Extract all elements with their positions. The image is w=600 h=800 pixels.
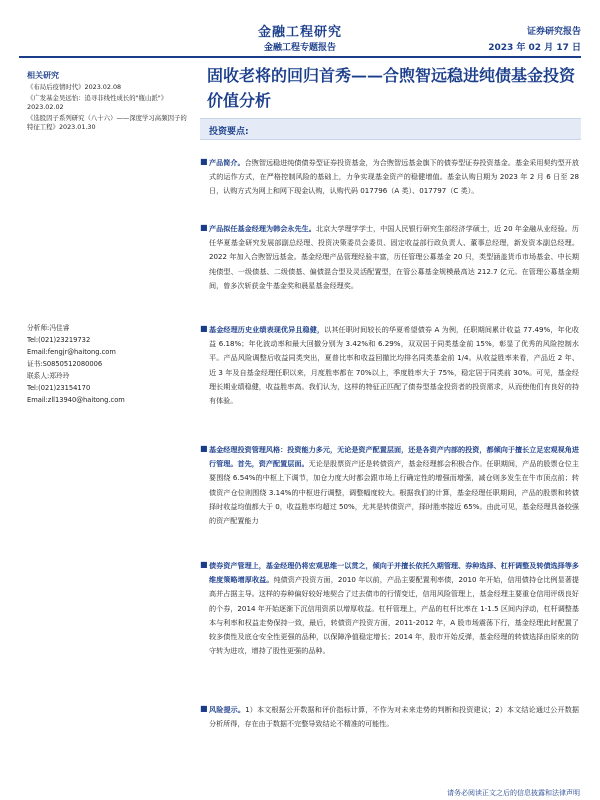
bullet-icon: ■ (200, 324, 208, 333)
sub-brand: 金融工程专题报告 (263, 43, 336, 53)
bullet-icon: ■ (200, 223, 208, 232)
bullet-bond-management (200, 559, 579, 658)
key-points-title: 投资要点: (209, 127, 249, 137)
report-title: 固收老将的回归首秀——合煦智远稳进纯债基金投资价值分析 (207, 66, 576, 110)
analyst-name: 分析师:冯佳睿 (27, 324, 70, 332)
bullet-lead: 债券资产管理上，基金经理仍将宏观思维一以贯之，倾向于并擅长依托久期管理、券种选择、杠杆调整及转债选择等多维度策略增厚收益。 (209, 561, 579, 585)
related-research-list (27, 83, 193, 134)
bullet-icon: ■ (200, 444, 208, 453)
report-date: 2023 年 02 月 17 日 (488, 43, 581, 53)
key-points-bar (200, 118, 581, 140)
bullet-lead: 基金经理投资管理风格：投资能力多元，无论是资产配置层面，还是各资产内部的投资，都倾向于擅长立足宏观视角进行管理。首先，资产配置层面。 (209, 445, 579, 469)
bullet-icon: ■ (200, 157, 208, 166)
brand-title: 金融工程研究 (257, 25, 342, 40)
footer-disclaimer: 请务必阅读正文之后的信息披露和法律声明 (447, 789, 580, 797)
bullet-icon: ■ (200, 560, 208, 569)
bullet-text: 1）本文根据公开数据和评价指标计算，不作为对未来走势的判断和投资建议；2）本文结论通过公开数据分析所得，存在由于数据不完整导致结论不精准的可能性。 (209, 705, 580, 729)
report-type: 证券研究报告 (526, 27, 581, 37)
contact-email[interactable]: Email:zll13940@haitong.com (27, 396, 125, 404)
bullet-icon: ■ (200, 704, 208, 713)
analyst-tel: Tel:(021)23219732 (27, 336, 91, 344)
analyst-contact (27, 322, 193, 406)
contact-name: 联系人:郑玲玲 (27, 372, 70, 380)
bullet-text: 无论是股票资产还是转债资产，基金经理都会积极合作。任职期间，产品的股票仓位主要围绕 6.54%的中枢上下调节，加仓力度大时都会跟市场上行确定性的增强而增强，减仓则多发生在牛市顶点前；转债资产仓位则围绕 3.14%的中枢进行调整，调整幅度较大。根据我们的计算，基金经理任职期间，产品的股票和转债择时收益均值都大于 0，收益胜率均超过 50%，尤其是转债资产，择时胜率接近 65%。由此可见，基金经理具备较强的资产配置能力 (209, 459, 580, 526)
related-item[interactable]: 《布局后疫情时代》2023.02.08 (27, 83, 122, 91)
bullet-fund-manager (200, 222, 579, 293)
bullet-product-intro (200, 156, 580, 199)
related-item[interactable]: 《选股因子系列研究（八十六）——深度学习高频因子的特征工程》2023.01.30 (27, 113, 187, 132)
bullet-text: 以其任职时间较长的华夏希望债券 A 为例，任职期间累计收益 77.49%，年化收益 6.18%；年化波动率和最大回撤分别为 3.42%和 6.29%，双双居于同类基金前 15%，彰显了优秀的风险控制水平。产品风险调整后收益同类突出，夏普比率和收益回撤比均排名同类基金前 1/4。从收益胜率来看，产品近 2 年、近 3 年及自基金经理任职以来，月度胜率都在 70%以上，季度胜率大于 75%，稳定居于同类前 30%。可见，基金经理长期业绩稳健，收益胜率高。我们认为，这样的特征正匹配了债券型基金投资者的投资需求，从而使他们有良好的持有体验。 (209, 325, 579, 406)
header-divider (19, 56, 581, 58)
bullet-text: 合煦智远稳进纯债债券型证券投资基金，为合煦智远基金旗下的债券型证券投资基金。基金采用契约型开放式的运作方式，在严格控制风险的基础上，力争实现基金资产的稳健增值。基金认购日期为 2023 年 2 月 6 日至 28 日，认购方式为网上和网下现金认购，认购代码 017796（A 类）、017797（C 类）。 (209, 158, 580, 196)
contact-tel: Tel:(021)23154170 (27, 384, 91, 392)
bullet-lead: 产品简介。 (209, 158, 245, 167)
related-research-title: 相关研究 (27, 71, 59, 80)
bullet-text: 北京大学理学学士，中国人民银行研究生部经济学硕士，近 20 年金融从业经验。历任华夏基金研究发展部副总经理、投资决策委员会委员、固定收益部行政负责人、董事总经理，新发资本副总经理。2022 年加入合煦智远基金。基金经理产品管理经验丰富，历任管理公募基金 20 只，类型涵盖货币市场基金、中长期纯债型、一级债基、二级债基、偏债混合型及灵活配置型，在管公募基金规模最高达 212.7 亿元。在管理公募基金期间，曾多次斩获金牛基金奖和晨星基金经理奖。 (209, 224, 579, 290)
analyst-email[interactable]: Email:fengjr@haitong.com (27, 348, 116, 356)
analyst-cert: 证书:S0850512080006 (27, 360, 103, 368)
bullet-performance (200, 323, 579, 408)
bullet-lead: 基金经理历史业绩表现优异且稳健， (209, 325, 325, 334)
bullet-text: 纯债资产投资方面，2010 年以前，产品主要配置利率债，2010 年开始，信用债持仓比例显著提高并占据主导。这样的券种偏好较好地契合了过去债市的行情变迁，信用风险管理上，基金经理主要重仓信用评级良好的个券，2014 年开始逐渐下沉信用资质以增厚收益。杠杆管理上，产品的杠杆比率在 1-1.5 区间内浮动，杠杆调整基本与利率和权益走势保持一致，最后，转债资产投资方面，2011-2012 年，A 股市场震荡下行，基金经理此时配置了较多债性及底仓安全性更强的品种，以保障净值稳定增长；2014 年，股市开始反弹，基金经理的转债选择由原来的防守转为进攻，增持了股性更强的品种。 (209, 575, 579, 656)
bullet-lead: 风险提示。 (209, 705, 246, 714)
related-item[interactable]: 《广发基金吴远怡：追寻非线性成长的"瓶山派"》2023.02.02 (27, 93, 168, 112)
bullet-lead: 产品拟任基金经理为韩会永先生。 (209, 224, 316, 233)
bullet-risk-warning (200, 703, 580, 731)
bullet-investment-style (200, 443, 580, 528)
